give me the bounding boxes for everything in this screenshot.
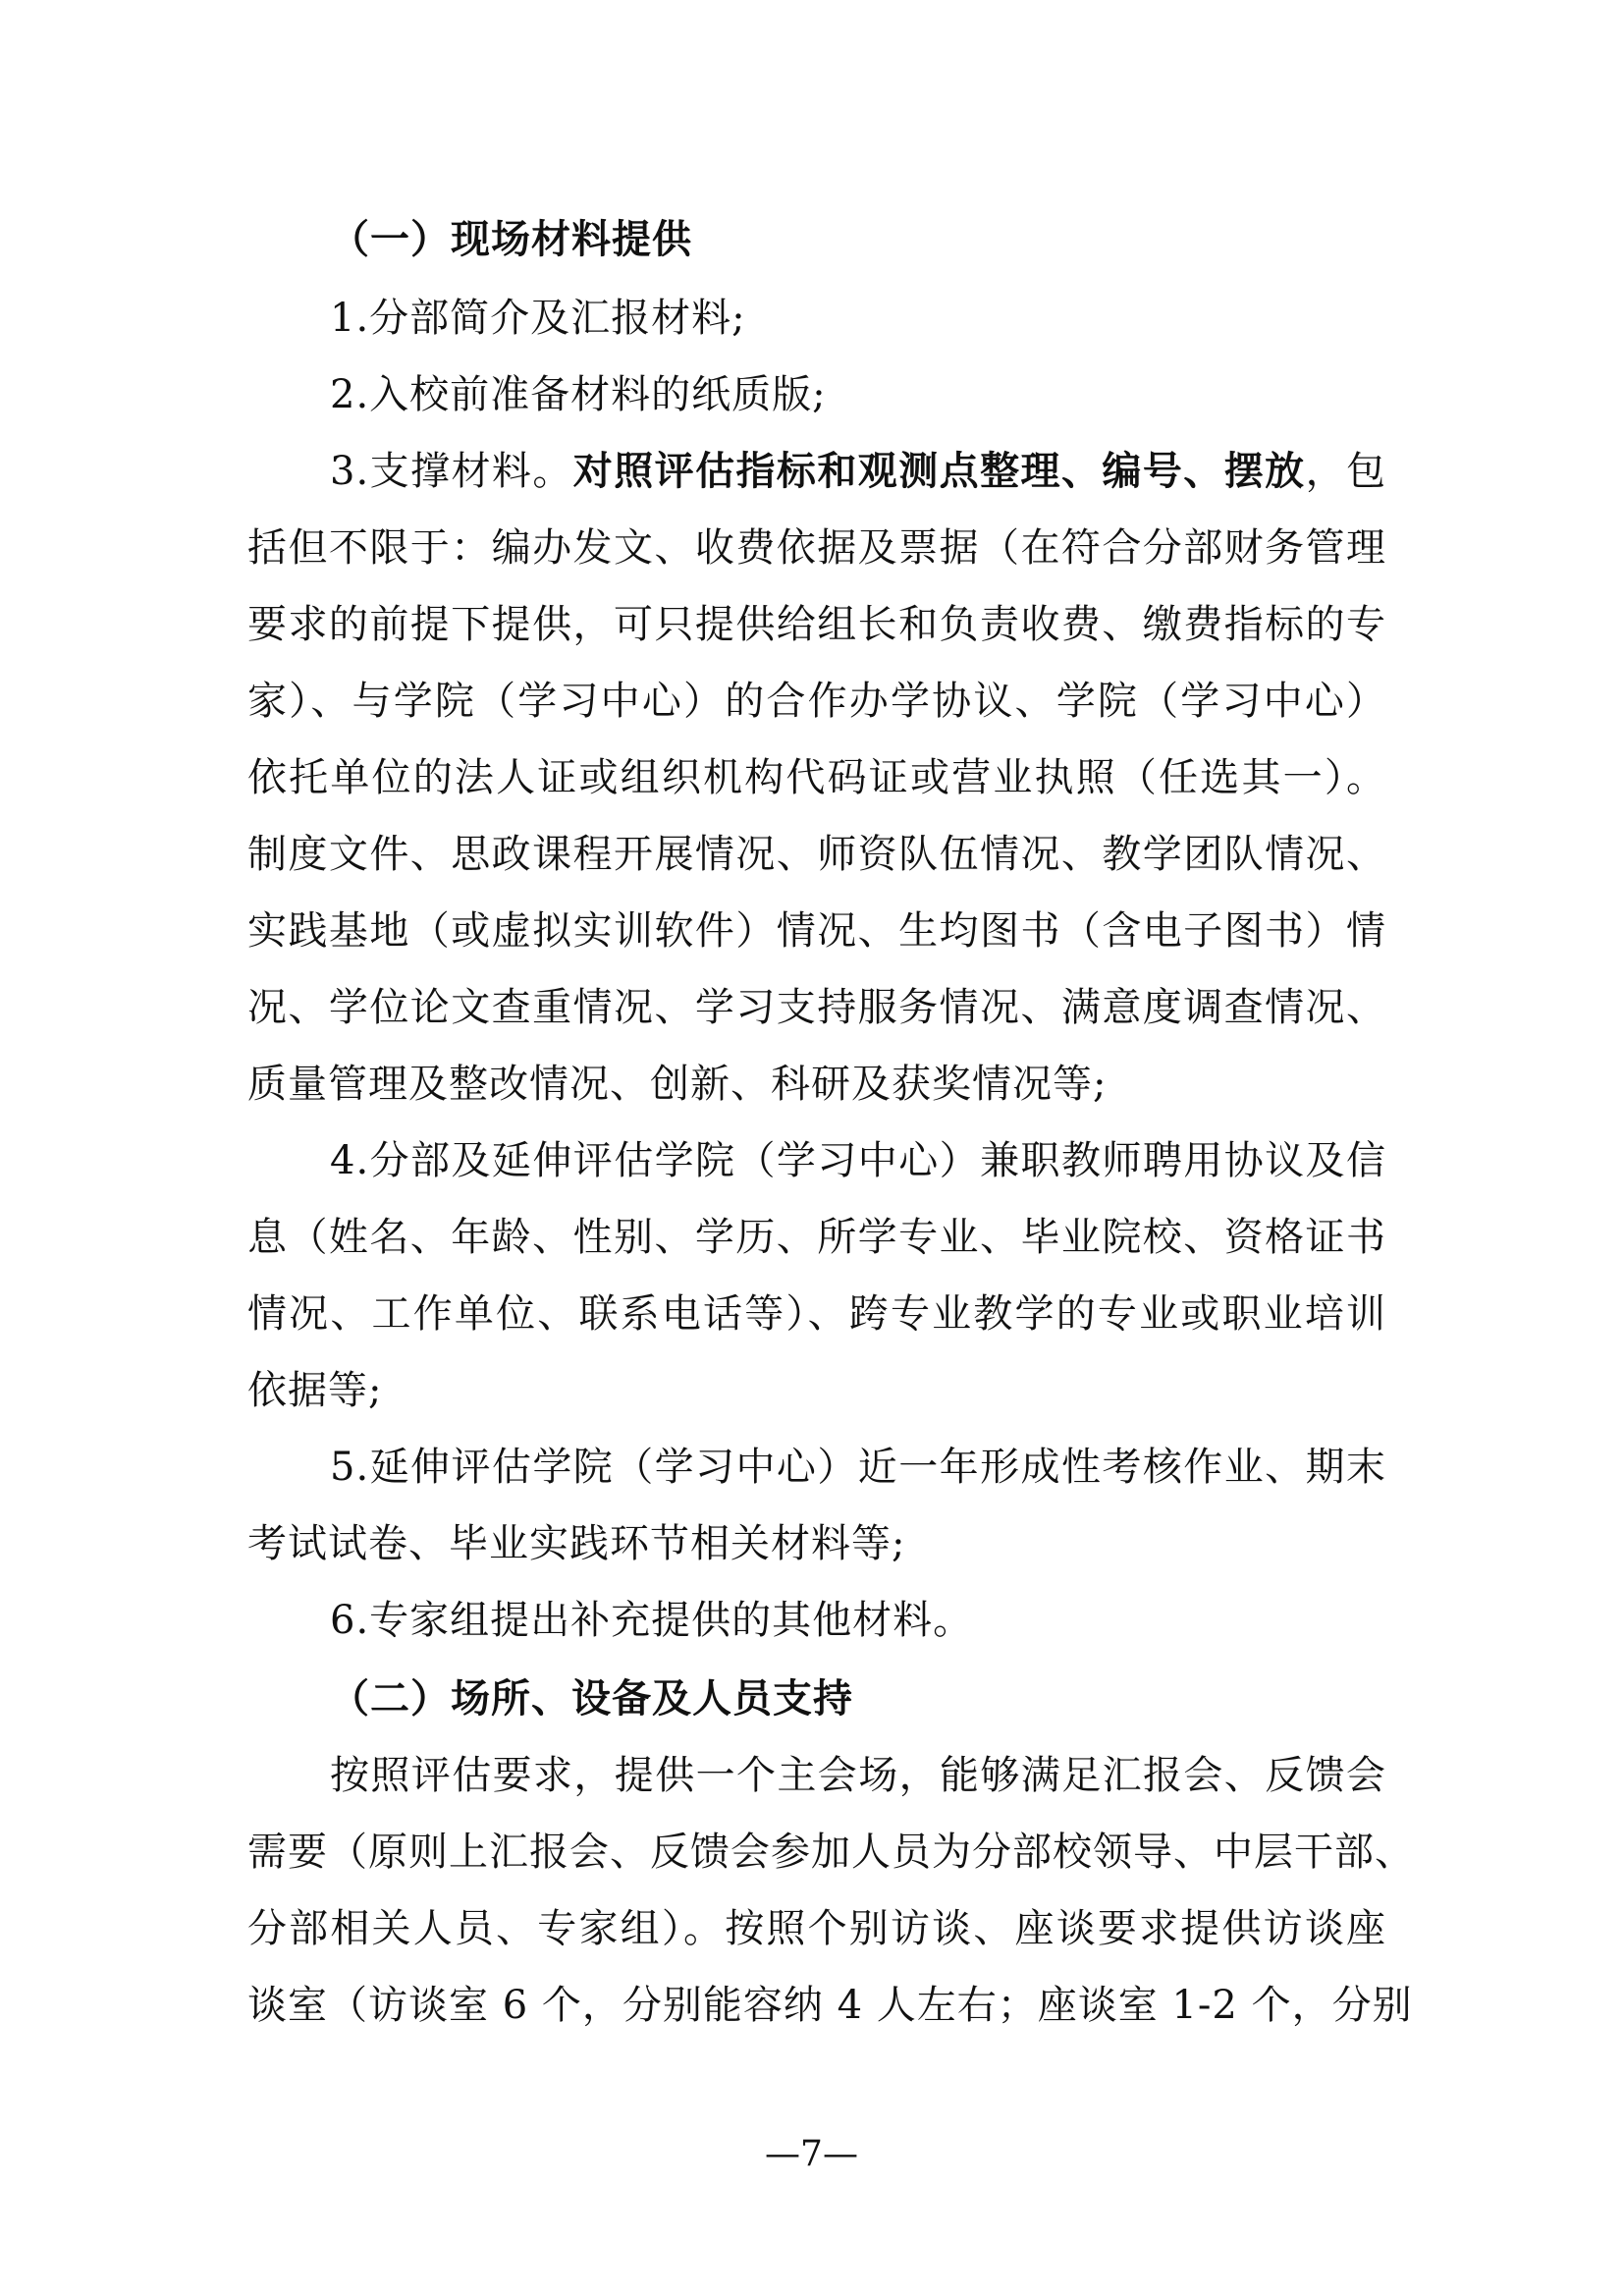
paragraph-line: 依据等; [247,1368,383,1413]
paragraph-line: 况、学位论文查重情况、学习支持服务情况、满意度调查情况、 [247,985,1386,1030]
paragraph-line: 实践基地（或虚拟实训软件）情况、生均图书（含电子图书）情 [247,908,1386,954]
list-item-3-first-line [330,442,1386,501]
paragraph-line: 质量管理及整改情况、创新、科研及获奖情况等; [247,1062,1108,1107]
list-item-6: 6.专家组提出补充提供的其他材料。 [330,1598,974,1643]
paragraph-line: 括但不限于：编办发文、收费依据及票据（在符合分部财务管理 [247,525,1386,571]
list-item-2: 2.入校前准备材料的纸质版; [330,372,827,417]
paragraph-line: 分部相关人员、专家组）。按照个别访谈、座谈要求提供访谈座 [247,1906,1386,1951]
paragraph-line: 家）、与学院（学习中心）的合作办学协议、学院（学习中心） [247,679,1386,724]
paragraph-line: 息（姓名、年龄、性别、学历、所学专业、毕业院校、资格证书 [247,1215,1386,1260]
paragraph-line: 制度文件、思政课程开展情况、师资队伍情况、教学团队情况、 [247,832,1386,877]
list-item-3-prefix: 3.支撑材料。 [330,449,573,494]
list-item-4-first-line: 4.分部及延伸评估学院（学习中心）兼职教师聘用协议及信 [330,1138,1386,1183]
section-heading-2: （二）场所、设备及人员支持 [330,1675,853,1722]
list-item-1: 1.分部简介及汇报材料; [330,296,746,341]
paragraph-line: 依托单位的法人证或组织机构代码证或营业执照（任选其一）。 [247,755,1386,800]
paragraph-line: 需要（原则上汇报会、反馈会参加人员为分部校领导、中层干部、 [247,1830,1415,1875]
paragraph-line: 考试试卷、毕业实践环节相关材料等; [247,1521,906,1566]
section-heading-1: （一）现场材料提供 [330,216,692,262]
list-item-3-suffix: ，包 [1305,449,1386,494]
page-number: —7— [765,2134,858,2174]
paragraph-line: 要求的前提下提供，可只提供给组长和负责收费、缴费指标的专 [247,602,1386,647]
paragraph-line: 谈室（访谈室 6 个，分别能容纳 4 人左右；座谈室 1-2 个，分别 [247,1983,1413,2028]
list-item-5-first-line: 5.延伸评估学院（学习中心）近一年形成性考核作业、期末 [330,1445,1386,1490]
paragraph-line: 情况、工作单位、联系电话等）、跨专业教学的专业或职业培训 [247,1291,1386,1337]
list-item-3-bold-text: 对照评估指标和观测点整理、编号、摆放 [572,448,1306,494]
section-2-paragraph-first-line: 按照评估要求，提供一个主会场，能够满足汇报会、反馈会 [330,1753,1386,1798]
